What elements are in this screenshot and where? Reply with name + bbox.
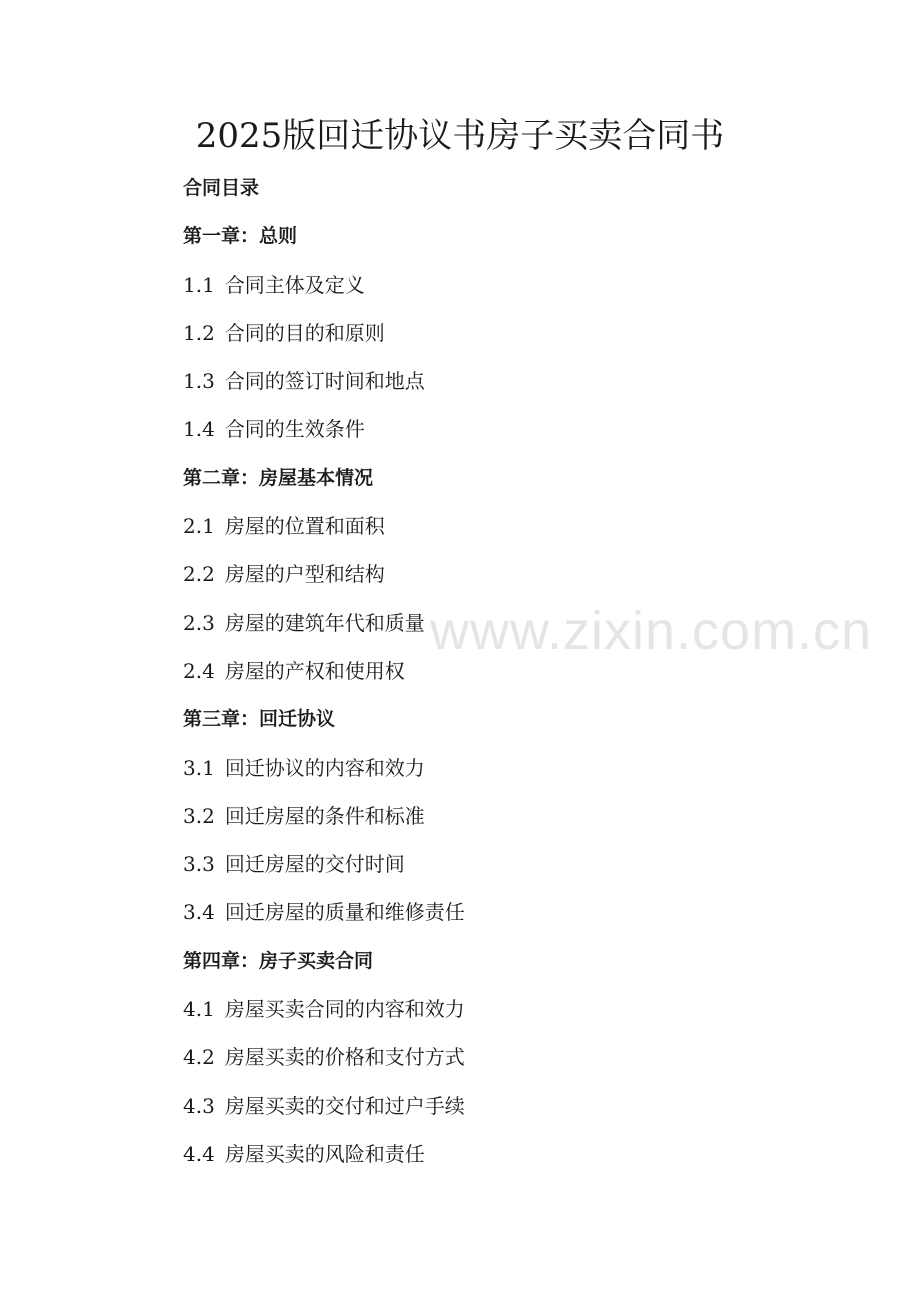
section-title: 回迁协议的内容和效力 (224, 755, 425, 780)
toc-item-3-2 (183, 792, 843, 840)
section-number: 1.1 (183, 272, 215, 297)
table-of-contents (183, 164, 843, 1178)
section-title: 房屋的位置和面积 (224, 514, 385, 539)
chapter-1-title: 第一章：总则 (183, 225, 298, 248)
section-title: 房屋买卖的交付和过户手续 (224, 1093, 465, 1118)
section-number: 3.4 (183, 900, 215, 925)
section-number: 1.4 (183, 417, 215, 442)
section-title: 房屋买卖的风险和责任 (224, 1141, 425, 1166)
section-title: 房屋的户型和结构 (224, 562, 385, 587)
toc-item-4-1 (183, 985, 843, 1033)
section-title: 房屋买卖的价格和支付方式 (224, 1045, 465, 1070)
toc-item-2-1 (183, 502, 843, 550)
section-number: 2.3 (183, 610, 215, 635)
section-number: 1.2 (183, 320, 215, 345)
toc-item-1-3 (183, 357, 843, 405)
section-number: 4.2 (183, 1045, 215, 1070)
section-title: 房屋买卖合同的内容和效力 (224, 997, 465, 1022)
toc-item-4-3 (183, 1082, 843, 1130)
chapter-3-title: 第三章：回迁协议 (183, 708, 336, 731)
toc-item-1-4 (183, 405, 843, 453)
toc-item-2-2 (183, 550, 843, 598)
toc-item-1-1 (183, 261, 843, 309)
section-title: 房屋的产权和使用权 (224, 658, 405, 683)
section-number: 2.4 (183, 658, 215, 683)
toc-item-3-4 (183, 888, 843, 936)
section-number: 2.2 (183, 562, 215, 587)
section-title: 回迁房屋的交付时间 (224, 852, 405, 877)
section-title: 合同主体及定义 (224, 272, 365, 297)
chapter-4-title: 第四章：房子买卖合同 (183, 949, 374, 972)
document-title: 2025版回迁协议书房子买卖合同书 (195, 116, 725, 156)
section-title: 回迁房屋的条件和标准 (224, 803, 425, 828)
section-number: 4.1 (183, 997, 215, 1022)
section-title: 合同的生效条件 (224, 417, 365, 442)
section-number: 3.3 (183, 852, 215, 877)
section-number: 3.1 (183, 755, 215, 780)
toc-item-1-2 (183, 309, 843, 357)
section-number: 3.2 (183, 803, 215, 828)
section-title: 房屋的建筑年代和质量 (224, 610, 425, 635)
toc-heading: 合同目录 (183, 177, 260, 199)
toc-item-4-2 (183, 1033, 843, 1081)
section-number: 4.4 (183, 1141, 215, 1166)
section-number: 1.3 (183, 369, 215, 394)
watermark: www.zixin.com.cn (430, 601, 873, 661)
toc-item-3-1 (183, 744, 843, 792)
section-title: 合同的目的和原则 (224, 320, 385, 345)
toc-item-4-4 (183, 1130, 843, 1178)
section-title: 回迁房屋的质量和维修责任 (224, 900, 465, 925)
section-title: 合同的签订时间和地点 (224, 369, 425, 394)
chapter-2-title: 第二章：房屋基本情况 (183, 466, 374, 489)
toc-item-3-3 (183, 840, 843, 888)
section-number: 4.3 (183, 1093, 215, 1118)
section-number: 2.1 (183, 514, 215, 539)
